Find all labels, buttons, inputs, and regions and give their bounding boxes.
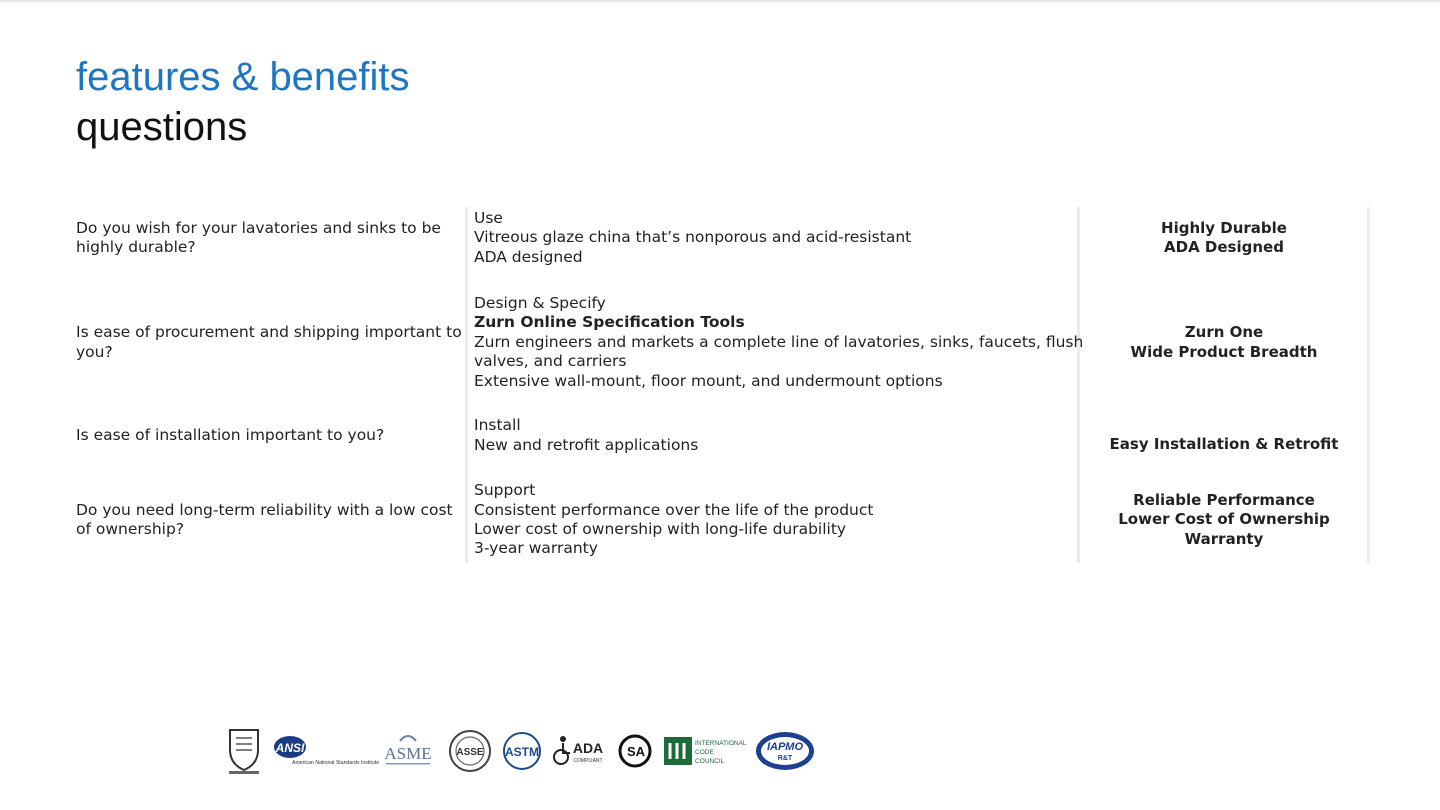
table-row [76, 209, 1371, 267]
title-line-features: features & benefits [76, 55, 410, 99]
icc-text-1: INTERNATIONAL [695, 740, 747, 747]
details-cell [474, 481, 1078, 559]
detail-heading: Design & Specify [474, 293, 606, 312]
detail-line-bold: Zurn Online Specification Tools [474, 313, 745, 332]
benefits-cell [1080, 491, 1368, 549]
detail-line: valves, and carriers [474, 352, 627, 371]
detail-line: New and retrofit applications [474, 435, 699, 454]
table-row [76, 416, 1371, 455]
details-cell [474, 293, 1084, 391]
csa-text: SA [626, 744, 646, 759]
detail-line: 3-year warranty [474, 539, 598, 558]
ada-text: ADA [572, 740, 604, 756]
astm-text: ASTM [505, 745, 539, 759]
detail-heading: Support [474, 481, 536, 500]
benefits-cell [1080, 435, 1368, 454]
benefit-line: ADA Designed [1164, 238, 1284, 256]
table-row [76, 481, 1371, 559]
benefit-line: Wide Product Breadth [1130, 342, 1318, 361]
asme-logo [378, 731, 438, 771]
detail-heading: Install [474, 416, 521, 435]
iapmo-logo [754, 729, 816, 773]
details-cell [474, 416, 1078, 455]
benefits-cell [1080, 323, 1368, 362]
question-cell: Is ease of installation important to you? [76, 425, 385, 444]
benefit-line: Warranty [1184, 529, 1264, 548]
detail-heading: Use [474, 208, 503, 227]
detail-line: ADA designed [474, 247, 583, 266]
icc-text-3: COUNCIL [695, 758, 725, 765]
benefit-line: Lower Cost of Ownership [1118, 510, 1330, 529]
asse-text: ASSE [456, 747, 484, 758]
benefit-line: Easy Installation & Retrofit [1109, 435, 1339, 453]
detail-line: Extensive wall-mount, floor mount, and undermount options [474, 371, 943, 390]
ansi-text: ANSI [275, 741, 305, 755]
ansi-subtitle: American National Standards Institute [292, 760, 380, 766]
benefit-line: Highly Durable [1161, 218, 1287, 237]
title-line-questions: questions [76, 105, 248, 149]
question-cell: Do you need long-term reliability with a low cost of ownership? [76, 500, 453, 538]
certification-logos [226, 726, 816, 776]
question-cell: Is ease of procurement and shipping important to you? [76, 323, 462, 361]
csa-logo [618, 731, 652, 771]
page-title [76, 52, 410, 152]
detail-line: Lower cost of ownership with long-life durability [474, 520, 847, 538]
details-cell [474, 209, 1078, 267]
asse-logo [448, 729, 492, 773]
icc-text-2: CODE [695, 749, 714, 756]
table-row [76, 294, 1371, 391]
features-table [76, 207, 1371, 563]
ada-subtext: COMPLIANT [573, 758, 603, 764]
ada-compliant-logo [552, 731, 608, 771]
detail-line: Vitreous glaze china that’s nonporous and acid-resistant [474, 228, 912, 247]
iapmo-text: IAPMO [766, 741, 804, 753]
iapmo-rt-text: R&T [777, 755, 793, 762]
ansi-logo [272, 731, 380, 771]
question-cell: Do you wish for your lavatories and sinks to be highly durable? [76, 218, 441, 256]
detail-line: Zurn engineers and markets a complete line of lavatories, sinks, faucets, flush [474, 332, 1084, 351]
icc-logo [662, 731, 747, 771]
benefits-cell [1080, 219, 1368, 258]
nsf-shield-logo [226, 726, 262, 776]
detail-line: Consistent performance over the life of the product [474, 500, 874, 519]
astm-logo [502, 729, 542, 773]
benefit-line: Zurn One [1184, 323, 1264, 342]
top-divider [0, 0, 1440, 2]
asme-text: ASME [384, 744, 432, 763]
benefit-line: Reliable Performance [1133, 490, 1315, 509]
